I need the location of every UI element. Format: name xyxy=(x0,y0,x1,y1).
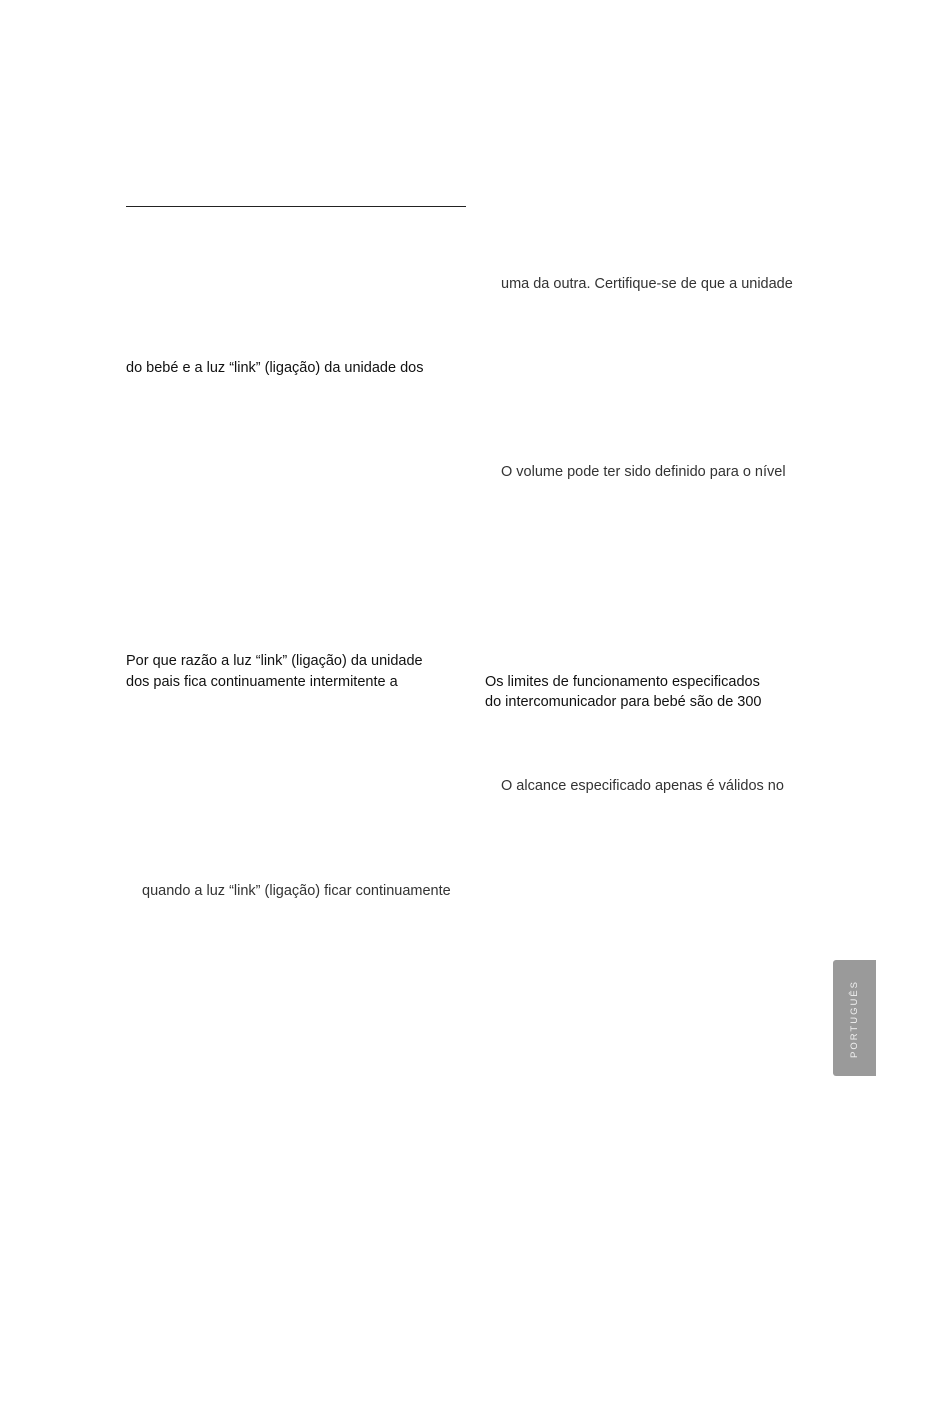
faq-question-line-2: dos pais fica continuamente intermitente a xyxy=(126,674,398,690)
right-heading-line-1: Os limites de funcionamento especificados xyxy=(485,674,760,690)
left-text-line: do bebé e a luz “link” (ligação) da unidade dos xyxy=(126,360,424,376)
faq-question-line-1: Por que razão a luz “link” (ligação) da unidade xyxy=(126,653,423,669)
language-tab-label: PORTUGUÊS xyxy=(848,979,860,1058)
right-heading-line-2: do intercomunicador para bebé são de 300 xyxy=(485,694,762,710)
section-divider xyxy=(126,206,466,207)
faq-answer-line: quando a luz “link” (ligação) ficar continuamente xyxy=(142,883,451,899)
right-text-line-3: O alcance especificado apenas é válidos no xyxy=(501,778,784,794)
right-text-line-2: O volume pode ter sido definido para o nível xyxy=(501,464,786,480)
language-tab xyxy=(833,960,876,1076)
right-text-line-1: uma da outra. Certifique-se de que a unidade xyxy=(501,276,793,292)
